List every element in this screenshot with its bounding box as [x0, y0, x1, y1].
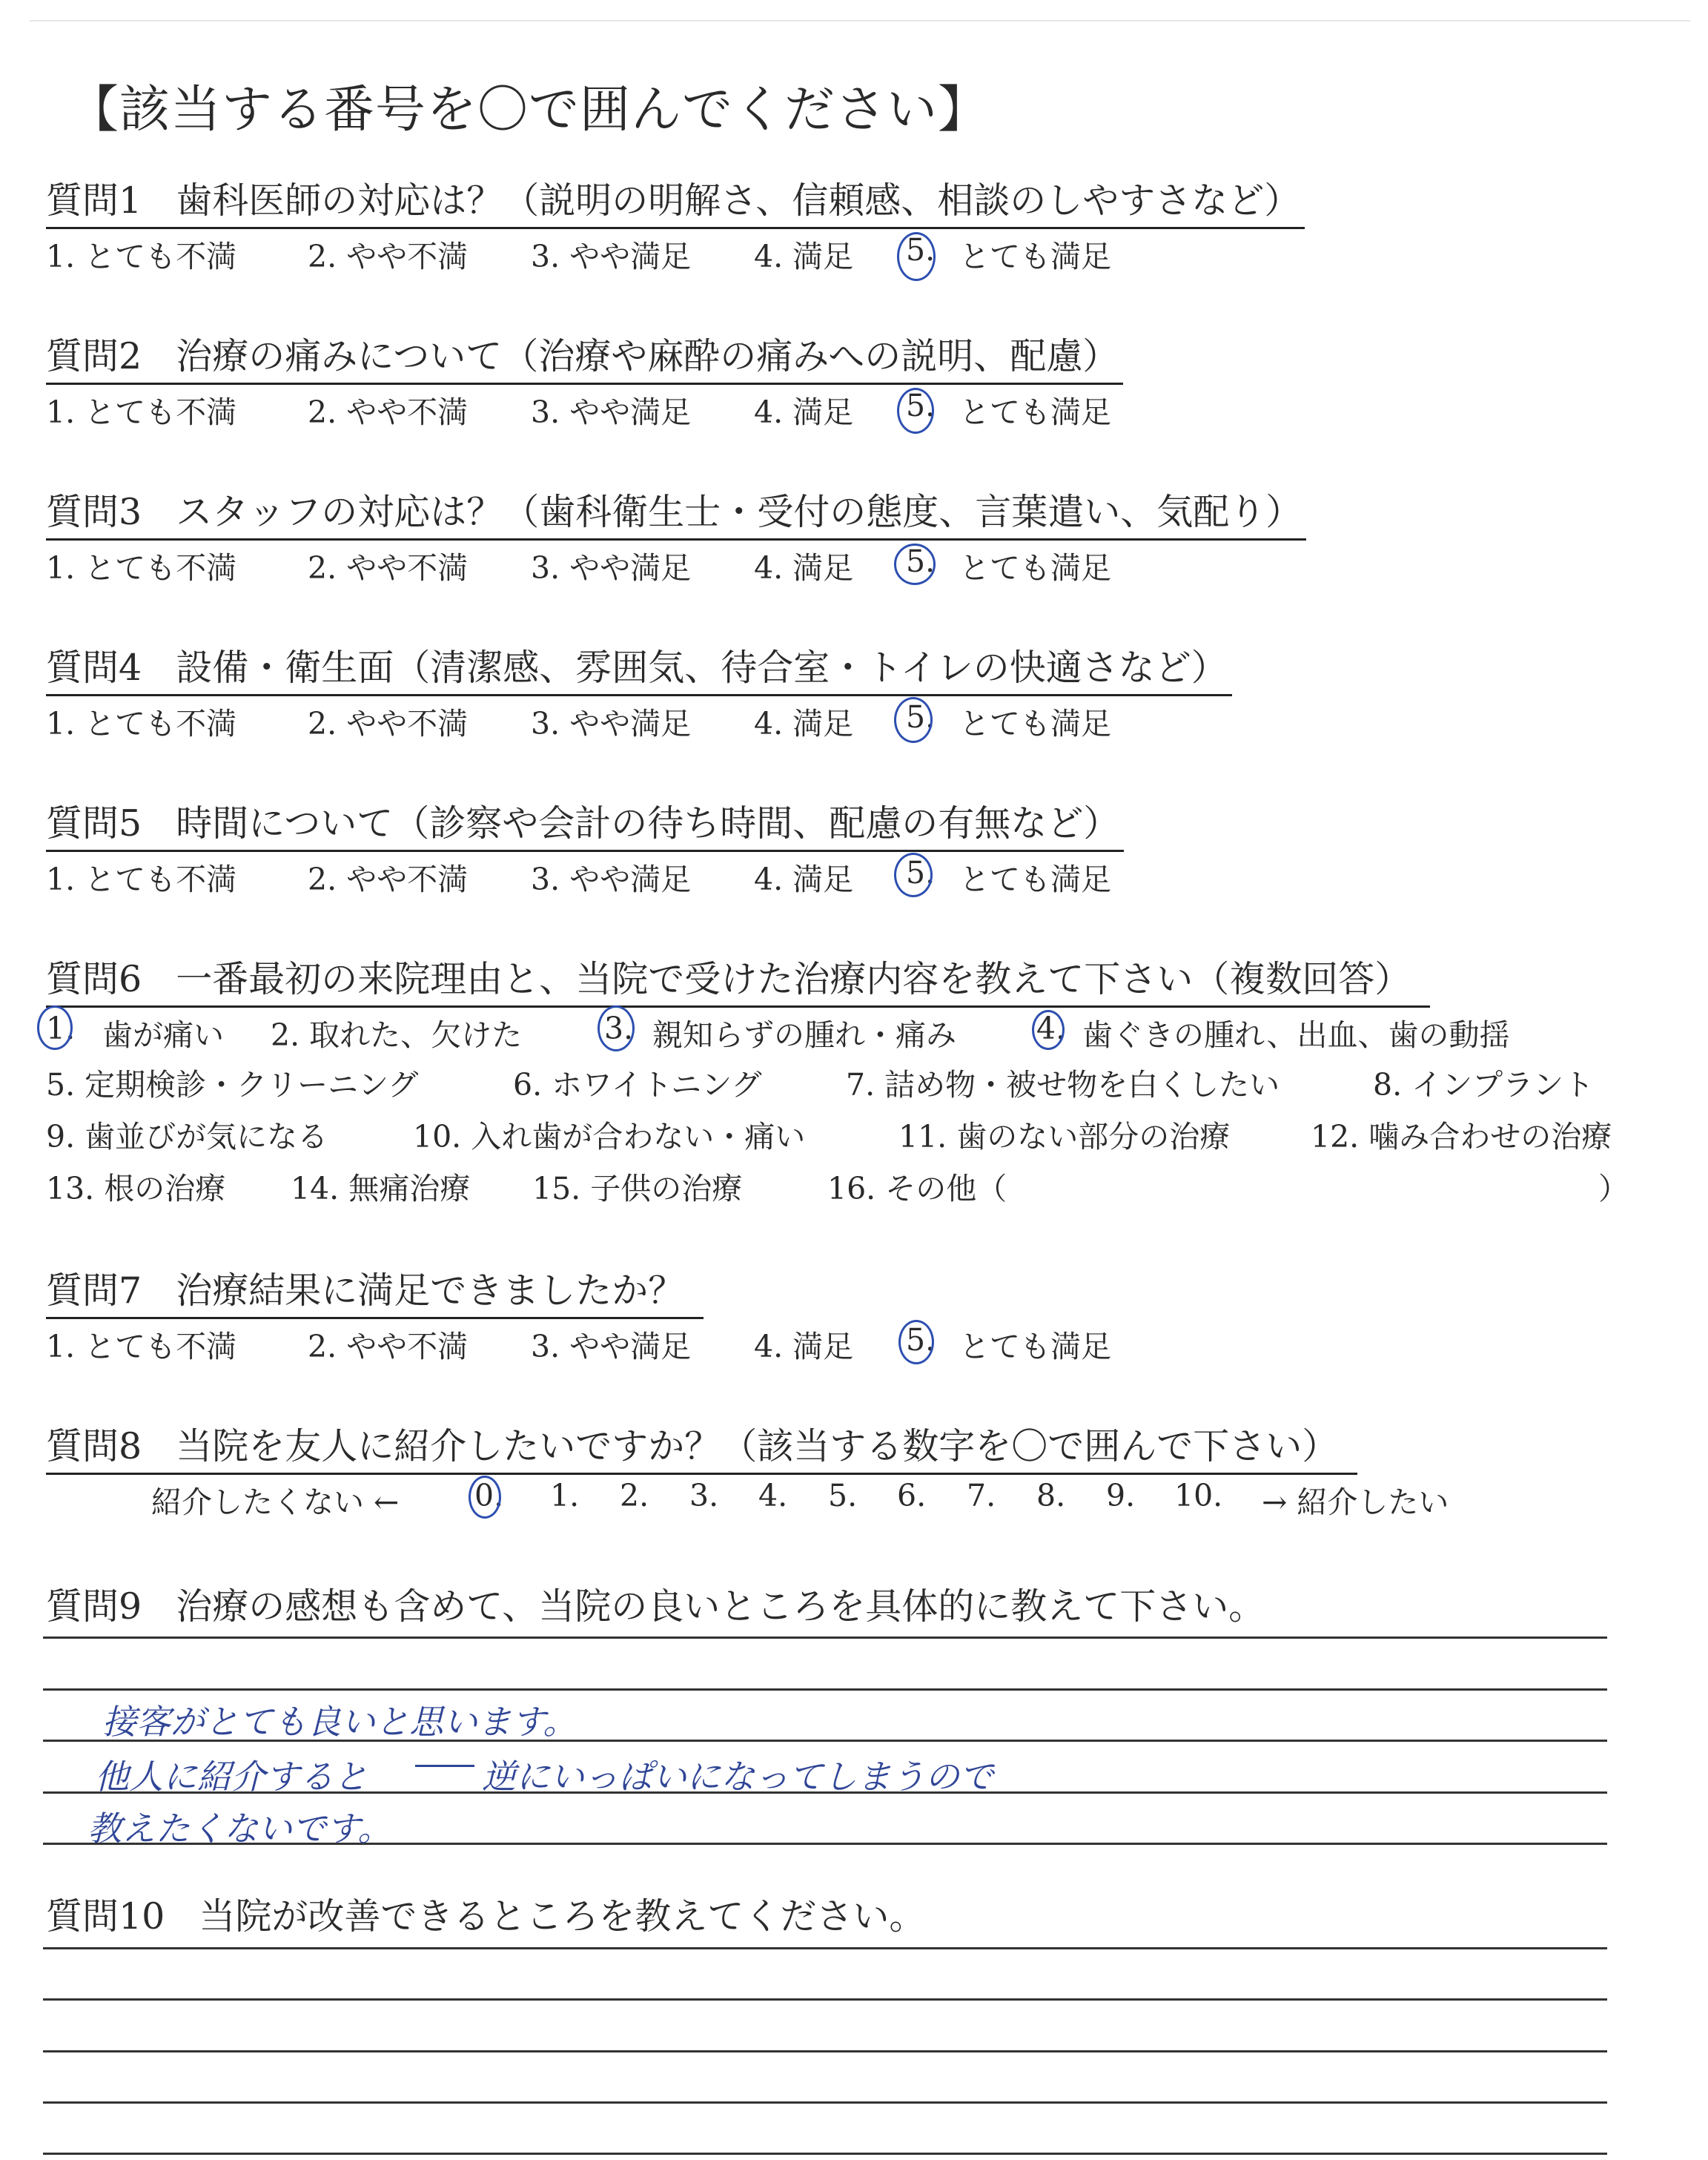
question-text: 時間について（診察や会計の待ち時間、配慮の有無など）: [176, 802, 1120, 845]
answer-line: [43, 1688, 1607, 1691]
question-text: 治療の感想も含めて、当院の良いところを具体的に教えて下さい。: [176, 1585, 1265, 1628]
question-text: 歯科医師の対応は？（説明の明解さ、信頼感、相談のしやすさなど）: [176, 179, 1301, 222]
option-5-number[interactable]: 5.: [906, 699, 936, 735]
answer-line: [43, 1947, 1607, 1949]
answer-line: [43, 2101, 1607, 2104]
option-5-label: とても満足: [959, 394, 1111, 430]
referral-3[interactable]: 3.: [689, 1478, 719, 1513]
answer-circle-mark: [897, 388, 934, 434]
option-4[interactable]: 4. 満足: [754, 239, 854, 274]
referral-7[interactable]: 7.: [967, 1478, 996, 1513]
question-10: [46, 1888, 925, 1940]
option-3[interactable]: 3. やや満足: [531, 1329, 692, 1364]
option-3[interactable]: 3. やや満足: [531, 550, 692, 586]
q6-option-15[interactable]: 15. 子供の治療: [532, 1171, 743, 1206]
referral-5[interactable]: 5.: [828, 1478, 858, 1513]
option-3[interactable]: 3. やや満足: [531, 239, 692, 274]
q6-option-16[interactable]: 16. その他（: [827, 1171, 1007, 1206]
option-5-label: とても満足: [959, 1329, 1111, 1364]
option-5-number[interactable]: 5.: [906, 1322, 936, 1358]
question-number: 質問6: [46, 958, 142, 1000]
referral-8[interactable]: 8.: [1036, 1478, 1066, 1513]
question-number: 質問7: [46, 1269, 142, 1312]
option-5-label: とても満足: [959, 862, 1111, 897]
question-6: [46, 951, 1430, 1008]
answer-line: [43, 2153, 1607, 2155]
option-5-label: とても満足: [959, 550, 1111, 586]
handwritten-line-2b: 逆にいっぱいになってしまうので: [482, 1757, 993, 1797]
option-2[interactable]: 2. やや不満: [308, 550, 469, 586]
answer-circle-mark: [898, 1320, 934, 1364]
option-4[interactable]: 4. 満足: [754, 706, 854, 742]
question-5: [46, 795, 1124, 852]
option-3[interactable]: 3. やや満足: [531, 706, 692, 742]
option-3[interactable]: 3. やや満足: [531, 394, 692, 430]
question-4: [46, 639, 1232, 696]
option-1[interactable]: 1. とても不満: [46, 706, 237, 742]
question-number: 質問4: [46, 647, 142, 689]
option-4[interactable]: 4. 満足: [754, 550, 854, 586]
q6-option-16-close: ）: [1598, 1171, 1629, 1206]
option-5-number[interactable]: 5.: [906, 855, 936, 891]
option-3[interactable]: 3. やや満足: [531, 862, 692, 897]
handwritten-line-1: 接客がとても良いと思います。: [102, 1702, 577, 1742]
question-number: 質問10: [46, 1895, 165, 1938]
q6-option-2[interactable]: 2. 取れた、欠けた: [271, 1017, 523, 1053]
question-1: [46, 172, 1305, 229]
handwritten-line-2a: 他人に紹介すると: [95, 1757, 368, 1797]
question-number: 質問2: [46, 335, 142, 377]
option-2[interactable]: 2. やや不満: [308, 394, 469, 430]
option-1[interactable]: 1. とても不満: [46, 550, 237, 586]
q6-option-9[interactable]: 9. 歯並びが気になる: [46, 1119, 328, 1155]
question-3: [46, 483, 1306, 541]
answer-line: [43, 1998, 1607, 2001]
option-5-label: とても満足: [959, 706, 1111, 742]
option-5-number[interactable]: 5.: [906, 232, 936, 268]
question-text: 設備・衛生面（清潔感、雰囲気、待合室・トイレの快適さなど）: [176, 647, 1228, 689]
answer-circle-mark: [894, 544, 936, 585]
question-number: 質問8: [46, 1425, 142, 1467]
q6-option-14[interactable]: 14. 無痛治療: [291, 1171, 471, 1206]
option-2[interactable]: 2. やや不満: [308, 706, 469, 742]
option-4[interactable]: 4. 満足: [754, 1329, 854, 1364]
q6-option-4-label[interactable]: 歯ぐきの腫れ、出血、歯の動揺: [1082, 1017, 1510, 1053]
q6-option-13[interactable]: 13. 根の治療: [46, 1171, 226, 1206]
question-text: スタッフの対応は？（歯科衛生士・受付の態度、言葉遣い、気配り）: [176, 491, 1302, 533]
q6-option-1-label[interactable]: 歯が痛い: [102, 1017, 224, 1053]
answer-line: [43, 1636, 1607, 1639]
option-4[interactable]: 4. 満足: [754, 394, 854, 430]
referral-9[interactable]: 9.: [1106, 1478, 1136, 1513]
q6-option-3-number[interactable]: 3.: [604, 1011, 634, 1046]
option-2[interactable]: 2. やや不満: [308, 1329, 469, 1364]
question-9: [46, 1578, 1265, 1630]
question-text: 治療結果に満足できましたか？: [176, 1269, 685, 1312]
option-5-number[interactable]: 5.: [906, 544, 936, 579]
q6-option-12[interactable]: 12. 噛み合わせの治療: [1311, 1119, 1612, 1155]
referral-left-label: 紹介したくない ←: [151, 1484, 400, 1520]
answer-line: [43, 2050, 1607, 2052]
option-2[interactable]: 2. やや不満: [308, 862, 469, 897]
q6-option-10[interactable]: 10. 入れ歯が合わない・痛い: [413, 1119, 806, 1155]
option-1[interactable]: 1. とても不満: [46, 1329, 237, 1364]
q6-option-5[interactable]: 5. 定期検診・クリーニング: [46, 1067, 419, 1103]
answer-circle-mark: [894, 697, 936, 743]
referral-circle-mark: [469, 1476, 504, 1519]
q6-option-8[interactable]: 8. インプラント: [1373, 1067, 1595, 1103]
question-number: 質問5: [46, 802, 142, 845]
answer-circle-mark: [894, 853, 936, 897]
question-text: 治療の痛みについて（治療や麻酔の痛みへの説明、配慮）: [176, 335, 1119, 377]
instruction-header: 【該当する番号を〇で囲んでください】: [68, 81, 990, 139]
option-4[interactable]: 4. 満足: [754, 862, 854, 897]
question-number: 質問9: [46, 1585, 142, 1628]
question-number: 質問3: [46, 491, 142, 533]
selected-circle-3: [598, 1005, 635, 1051]
option-2[interactable]: 2. やや不満: [308, 239, 469, 274]
referral-4[interactable]: 4.: [758, 1478, 788, 1513]
question-text: 一番最初の来院理由と、当院で受けた治療内容を教えて下さい（複数回答）: [176, 958, 1411, 1000]
option-1[interactable]: 1. とても不満: [46, 862, 237, 897]
referral-0[interactable]: 0.: [474, 1478, 504, 1513]
referral-6[interactable]: 6.: [897, 1478, 927, 1513]
handwritten-line-3: 教えたくないです。: [87, 1809, 392, 1849]
q6-option-6[interactable]: 6. ホワイトニング: [513, 1067, 762, 1103]
selected-circle-1: [37, 1005, 76, 1050]
q6-option-4-number[interactable]: 4.: [1036, 1011, 1066, 1046]
question-text: 当院を友人に紹介したいですか？（該当する数字を〇で囲んで下さい）: [176, 1425, 1339, 1467]
strikethrough-mark: [415, 1765, 474, 1767]
question-2: [46, 328, 1123, 385]
q6-option-11[interactable]: 11. 歯のない部分の治療: [898, 1119, 1231, 1155]
option-1[interactable]: 1. とても不満: [46, 394, 237, 430]
q6-option-3-label[interactable]: 親知らずの腫れ・痛み: [652, 1017, 956, 1053]
option-5-label: とても満足: [959, 239, 1111, 274]
q6-option-1-number[interactable]: 1.: [46, 1011, 76, 1046]
selected-circle-4: [1032, 1010, 1065, 1050]
referral-10[interactable]: 10.: [1174, 1478, 1223, 1513]
referral-right-label: → 紹介したい: [1262, 1484, 1449, 1520]
page-top-border: [30, 20, 1690, 22]
question-8: [46, 1418, 1357, 1475]
referral-1[interactable]: 1.: [550, 1478, 580, 1513]
question-7: [46, 1262, 704, 1319]
question-number: 質問1: [46, 179, 142, 222]
referral-2[interactable]: 2.: [620, 1478, 649, 1513]
question-text: 当院が改善できるところを教えてください。: [199, 1895, 926, 1938]
q6-option-7[interactable]: 7. 詰め物・被せ物を白くしたい: [846, 1067, 1280, 1103]
answer-circle-mark: [897, 232, 936, 281]
option-5-number[interactable]: 5.: [906, 388, 936, 423]
option-1[interactable]: 1. とても不満: [46, 239, 237, 274]
